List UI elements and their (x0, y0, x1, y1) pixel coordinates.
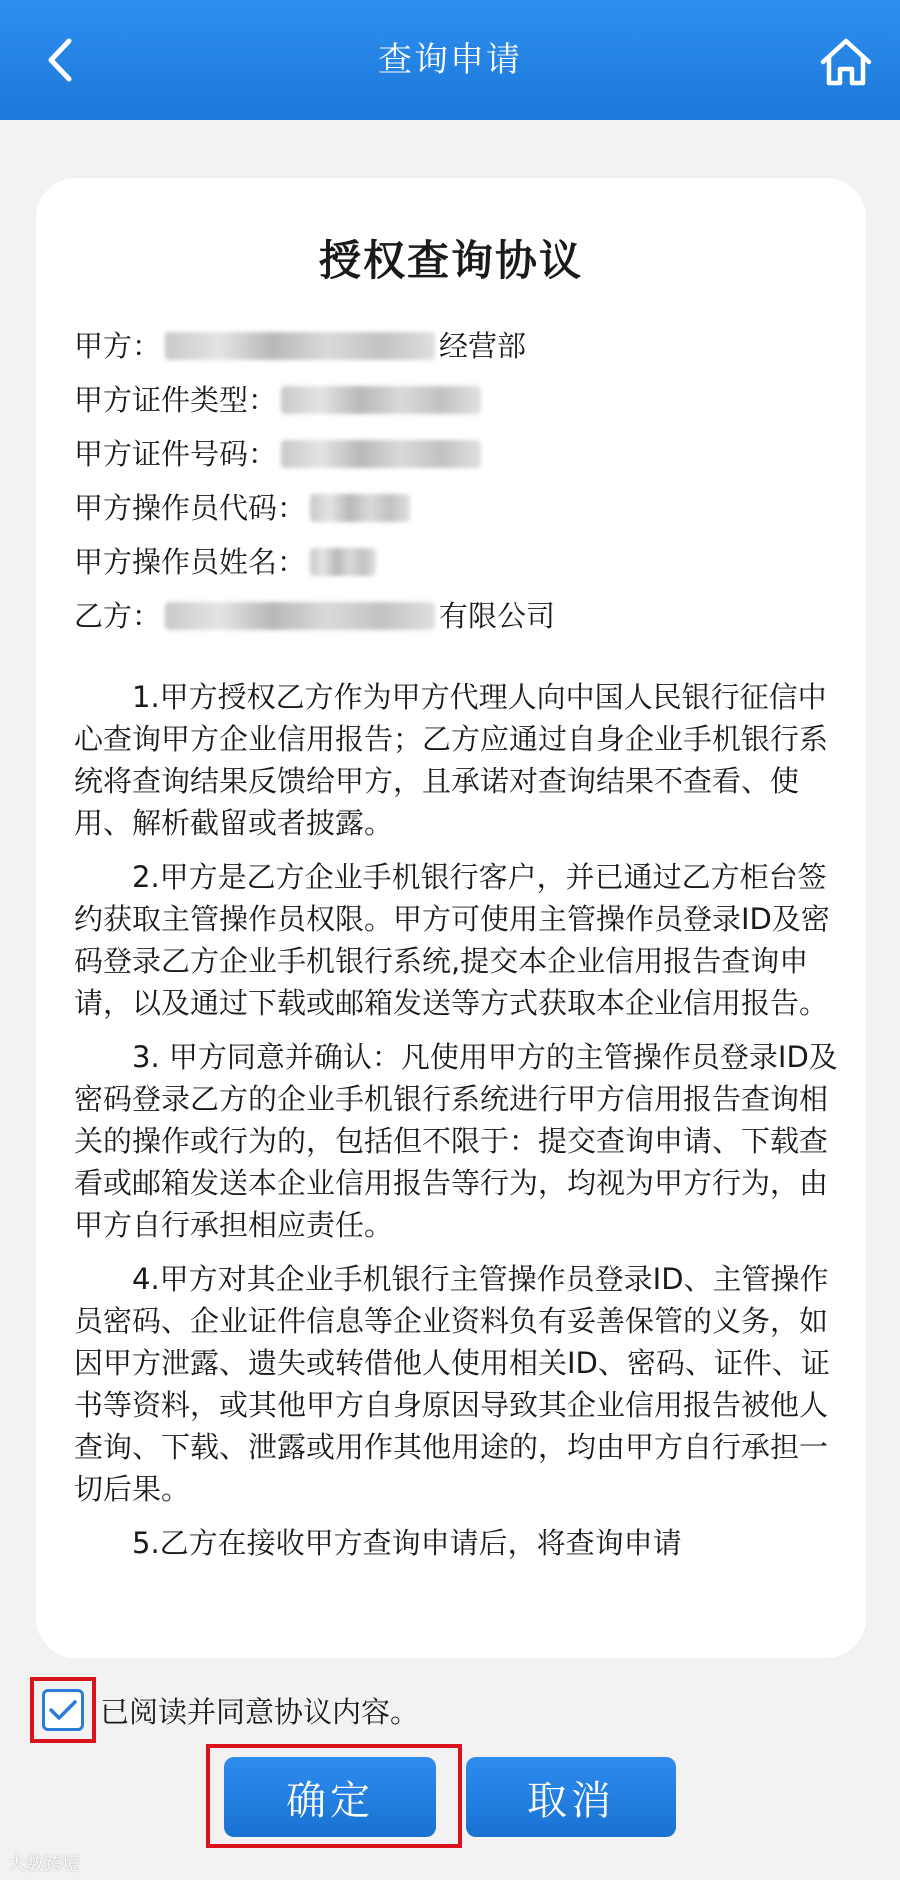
field-label: 甲方证件类型： (74, 383, 278, 417)
clauses-list (74, 676, 844, 1576)
confirm-button[interactable]: 确定 (224, 1757, 436, 1837)
agreement-card[interactable] (36, 178, 866, 1658)
redacted-value (310, 548, 376, 576)
redacted-value (310, 494, 410, 522)
field-label: 甲方操作员代码： (74, 491, 307, 525)
redacted-value (165, 332, 435, 360)
cancel-button[interactable]: 取消 (466, 1757, 676, 1837)
document-title: 授权查询协议 (318, 236, 583, 285)
field-suffix: 经营部 (439, 329, 527, 363)
field-label: 乙方： (74, 599, 162, 633)
field-label: 甲方操作员姓名： (74, 545, 307, 579)
field-label: 甲方： (74, 329, 162, 363)
field-label: 甲方证件号码： (74, 437, 278, 471)
app-header (0, 0, 900, 120)
field-suffix: 有限公司 (439, 599, 556, 633)
redacted-value (165, 602, 435, 630)
clause-1: 1.甲方授权乙方作为甲方代理人向中国人民银行征信中心查询甲方企业信用报告；乙方应通过自身企业手机银行系统将查询结果反馈给甲方，且承诺对查询结果不查看、使用、解析截留或者披露。 (74, 680, 829, 840)
highlight-frame (30, 1677, 96, 1743)
agree-row (30, 1677, 419, 1743)
clause-4: 4.甲方对其企业手机银行主管操作员登录ID、主管操作员密码、企业证件信息等企业资料负有妥善保管的义务，如因甲方泄露、遗失或转借他人使用相关ID、密码、证件、证书等资料，或其他甲方自身原因导致其企业信用报告被他人查询、下载、泄露或用作其他用途的，均由甲方自行承担一切后果。 (74, 1262, 830, 1506)
checkmark-icon (48, 1698, 78, 1722)
field-id-type (74, 380, 485, 420)
clause-2: 2.甲方是乙方企业手机银行客户，并已通过乙方柜台签约获取主管操作员权限。甲方可使用主管操作员登录ID及密码登录乙方企业手机银行系统,提交本企业信用报告查询申请，以及通过下载或邮箱发送等方式获取本企业信用报告。 (74, 860, 830, 1020)
field-id-number (74, 434, 485, 474)
agree-label[interactable]: 已阅读并同意协议内容。 (100, 1694, 420, 1729)
page-title: 查询申请 (378, 40, 522, 80)
home-button[interactable] (814, 30, 878, 94)
field-party-b (74, 596, 555, 636)
clause-3: 3. 甲方同意并确认：凡使用甲方的主管操作员登录ID及密码登录乙方的企业手机银行系统进行甲方信用报告查询相关的操作或行为的，包括但不限于：提交查询申请、下载查看或邮箱发送本企业信用报告等行为，均视为甲方行为，由甲方自行承担相应责任。 (74, 1040, 838, 1242)
home-icon (819, 36, 873, 88)
redacted-value (281, 386, 481, 414)
field-operator-code (74, 488, 414, 528)
watermark (8, 1850, 80, 1876)
redacted-value (281, 440, 481, 468)
agree-checkbox[interactable] (42, 1689, 84, 1731)
clause-5: 5.乙方在接收甲方查询申请后，将查询申请 (132, 1526, 682, 1560)
field-party-a (74, 326, 526, 366)
field-operator-name (74, 542, 380, 582)
watermark-text: 大数跨境 (8, 1854, 80, 1875)
